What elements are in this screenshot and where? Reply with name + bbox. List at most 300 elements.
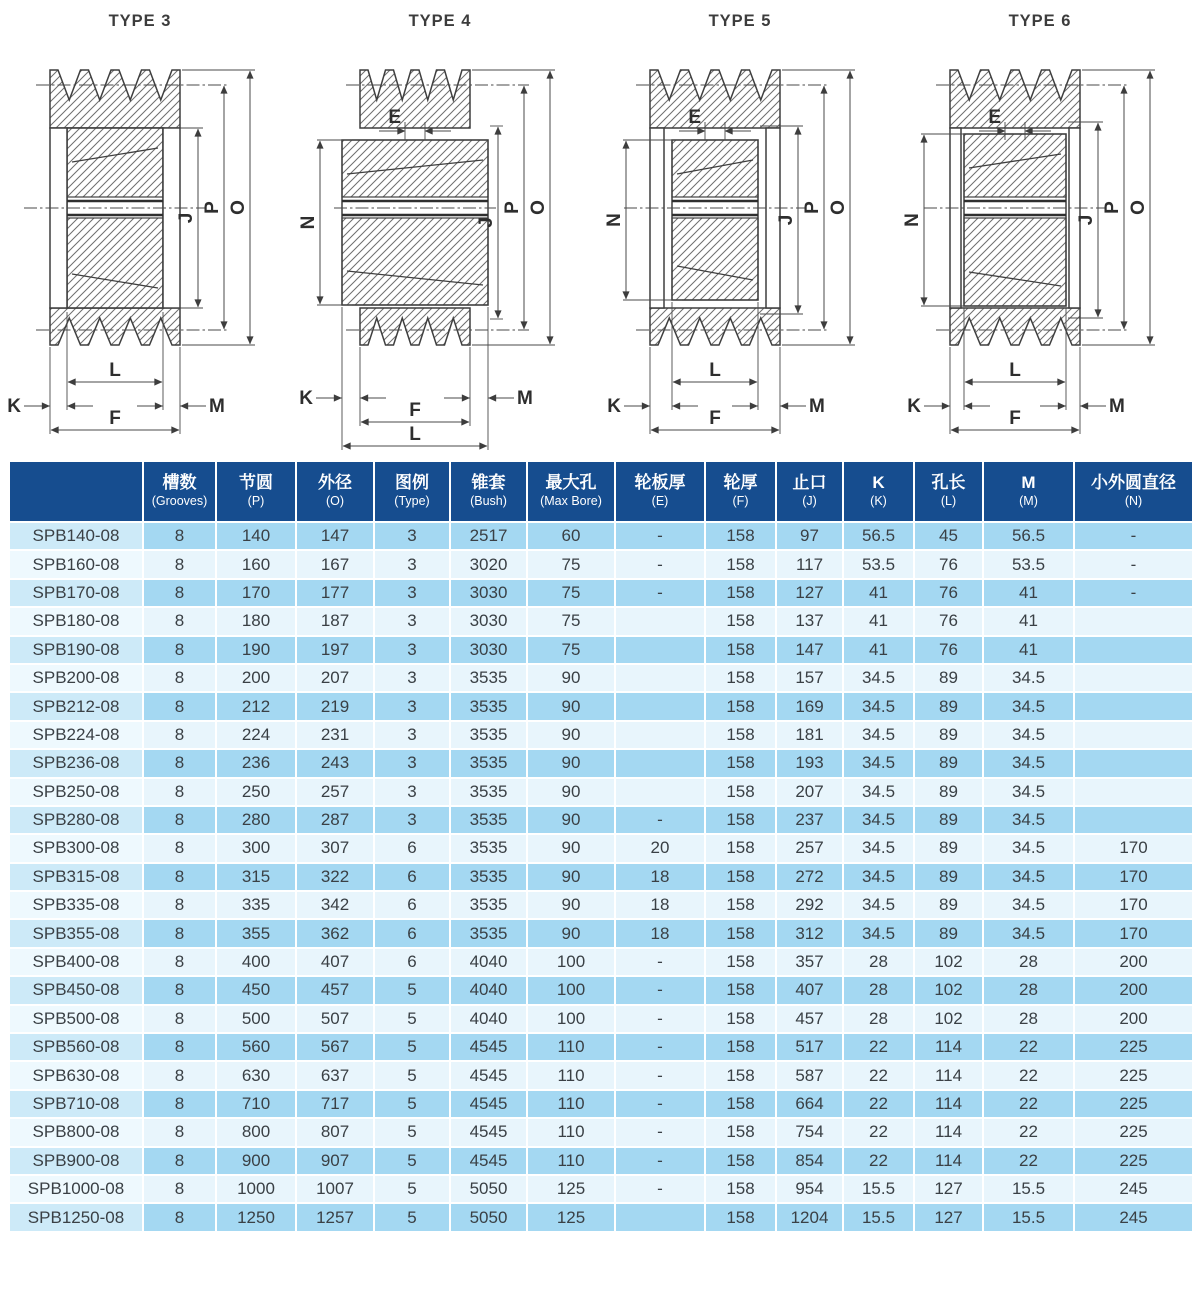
cell: 4545 — [450, 1118, 527, 1146]
cell: 28 — [843, 976, 914, 1004]
dim-label: P — [502, 201, 523, 214]
cell: 6 — [374, 948, 450, 976]
cell: 200 — [1074, 976, 1193, 1004]
diagram-panel-type-6 — [900, 0, 1200, 460]
cell — [615, 664, 705, 692]
cell: 8 — [143, 636, 216, 664]
table-header — [9, 461, 1193, 522]
cell: 147 — [776, 636, 843, 664]
header-label-cn: 最大孔 — [545, 473, 597, 492]
table-row — [9, 778, 1193, 806]
cell: 236 — [216, 749, 296, 777]
dim-label: K — [907, 396, 921, 417]
cell: 587 — [776, 1061, 843, 1089]
cell: 15.5 — [843, 1203, 914, 1231]
cell: 5 — [374, 1203, 450, 1231]
cell: 53.5 — [983, 550, 1074, 578]
dim-label: K — [607, 396, 621, 417]
table-row — [9, 1061, 1193, 1089]
cell — [1074, 749, 1193, 777]
cell: 3535 — [450, 863, 527, 891]
cell: 89 — [914, 749, 983, 777]
cell: 90 — [527, 778, 615, 806]
table-row — [9, 976, 1193, 1004]
dim-label: N — [604, 213, 625, 227]
cell: 854 — [776, 1147, 843, 1175]
cell: 457 — [776, 1005, 843, 1033]
cell: - — [615, 1061, 705, 1089]
cell: 3030 — [450, 579, 527, 607]
cell: 158 — [705, 778, 776, 806]
cell: 125 — [527, 1203, 615, 1231]
cell: 224 — [216, 721, 296, 749]
cell: 315 — [216, 863, 296, 891]
header-cell — [776, 461, 843, 522]
header-cell — [527, 461, 615, 522]
cell: 34.5 — [843, 692, 914, 720]
cell: 158 — [705, 1005, 776, 1033]
dim-label: E — [388, 107, 401, 128]
cell: 41 — [983, 636, 1074, 664]
cell: 97 — [776, 522, 843, 550]
table-row — [9, 863, 1193, 891]
cell: 450 — [216, 976, 296, 1004]
cell: 158 — [705, 550, 776, 578]
cell: 3535 — [450, 834, 527, 862]
table-row — [9, 749, 1193, 777]
cell: 8 — [143, 692, 216, 720]
cell: 187 — [296, 607, 374, 635]
cell: 158 — [705, 636, 776, 664]
cell: 3535 — [450, 721, 527, 749]
cell: 507 — [296, 1005, 374, 1033]
cell: 28 — [983, 1005, 1074, 1033]
cell: 6 — [374, 891, 450, 919]
header-label-cn: 节圆 — [239, 473, 273, 492]
cell: - — [1074, 550, 1193, 578]
header-cell — [983, 461, 1074, 522]
header-cell — [216, 461, 296, 522]
cell: 41 — [983, 607, 1074, 635]
cell: 90 — [527, 806, 615, 834]
bottom-groove-band — [50, 308, 180, 345]
cell: 250 — [216, 778, 296, 806]
cell: 170 — [216, 579, 296, 607]
cell: 89 — [914, 863, 983, 891]
cell: 18 — [615, 863, 705, 891]
cell: 5 — [374, 1118, 450, 1146]
cell: 8 — [143, 948, 216, 976]
cell: 28 — [843, 948, 914, 976]
header-label-cn: 孔长 — [931, 473, 966, 492]
diagram-title: TYPE 3 — [108, 12, 172, 30]
cell: 158 — [705, 1061, 776, 1089]
dim-label: M — [1109, 396, 1125, 417]
cell: 8 — [143, 522, 216, 550]
cell: 322 — [296, 863, 374, 891]
cell: 76 — [914, 636, 983, 664]
table-row — [9, 550, 1193, 578]
bottom-groove-band — [360, 308, 470, 345]
cell: - — [615, 1005, 705, 1033]
cell: 312 — [776, 919, 843, 947]
header-label-cn — [10, 473, 142, 493]
cell: 8 — [143, 749, 216, 777]
cell: 22 — [983, 1118, 1074, 1146]
cell: 114 — [914, 1147, 983, 1175]
dim-label: E — [688, 107, 701, 128]
cell: 5 — [374, 1147, 450, 1175]
cell: - — [615, 948, 705, 976]
top-groove-band — [650, 70, 780, 128]
header-label-en: (Bush) — [470, 494, 507, 508]
cell: 3535 — [450, 919, 527, 947]
cell: 407 — [776, 976, 843, 1004]
cell: 3 — [374, 778, 450, 806]
cell: 15.5 — [983, 1175, 1074, 1203]
pulley-spec-table — [8, 460, 1194, 1233]
cell: 3 — [374, 579, 450, 607]
cell: 8 — [143, 721, 216, 749]
dim-label: N — [902, 213, 923, 227]
cell-part-number: SPB560-08 — [9, 1033, 143, 1061]
cell: 357 — [776, 948, 843, 976]
cell: 56.5 — [983, 522, 1074, 550]
cell: 34.5 — [843, 806, 914, 834]
table-row — [9, 1118, 1193, 1146]
cell: 160 — [216, 550, 296, 578]
cell: 15.5 — [843, 1175, 914, 1203]
cell — [615, 636, 705, 664]
cell: - — [615, 550, 705, 578]
cell: 90 — [527, 664, 615, 692]
header-label-cn: 轮板厚 — [634, 473, 686, 492]
cell: 6 — [374, 919, 450, 947]
cell: 800 — [216, 1118, 296, 1146]
cell: 5 — [374, 1061, 450, 1089]
cell: 1257 — [296, 1203, 374, 1231]
diagram-title: TYPE 4 — [408, 12, 472, 30]
dim-label: K — [7, 396, 21, 417]
cell: 212 — [216, 692, 296, 720]
cell: 3020 — [450, 550, 527, 578]
cell: 5 — [374, 1175, 450, 1203]
dim-label: O — [228, 200, 249, 215]
cell: 225 — [1074, 1118, 1193, 1146]
cell: 158 — [705, 891, 776, 919]
cell: 8 — [143, 1033, 216, 1061]
header-row — [9, 461, 1193, 522]
cell: 110 — [527, 1033, 615, 1061]
cell: 34.5 — [983, 919, 1074, 947]
dim-label: L — [109, 360, 121, 381]
cell: 4545 — [450, 1090, 527, 1118]
cell: 3535 — [450, 692, 527, 720]
diagram-title: TYPE 6 — [1008, 12, 1072, 30]
cell-part-number: SPB300-08 — [9, 834, 143, 862]
dim-label: N — [300, 215, 319, 230]
cell-part-number: SPB180-08 — [9, 607, 143, 635]
cell: 158 — [705, 1090, 776, 1118]
dim-label: K — [300, 388, 313, 409]
dim-label: J — [1076, 214, 1097, 226]
cell: 22 — [843, 1033, 914, 1061]
table-row — [9, 664, 1193, 692]
cell: 158 — [705, 948, 776, 976]
cell: 114 — [914, 1090, 983, 1118]
header-label-en: (J) — [802, 494, 817, 508]
header-cell — [296, 461, 374, 522]
dim-label: P — [802, 201, 823, 214]
cell: 1007 — [296, 1175, 374, 1203]
cell-part-number: SPB140-08 — [9, 522, 143, 550]
cell: 257 — [776, 834, 843, 862]
cell: 34.5 — [983, 806, 1074, 834]
header-label-en: (Grooves) — [151, 494, 208, 508]
cell: 140 — [216, 522, 296, 550]
cell: 400 — [216, 948, 296, 976]
cell: 158 — [705, 1033, 776, 1061]
table-row — [9, 1203, 1193, 1231]
cell: 15.5 — [983, 1203, 1074, 1231]
top-groove-band — [360, 70, 470, 128]
cell-part-number: SPB630-08 — [9, 1061, 143, 1089]
cell — [615, 607, 705, 635]
cell: 75 — [527, 579, 615, 607]
cell: 754 — [776, 1118, 843, 1146]
cell-part-number: SPB800-08 — [9, 1118, 143, 1146]
cell: 89 — [914, 919, 983, 947]
dim-label: P — [202, 201, 223, 214]
cell: 34.5 — [843, 891, 914, 919]
dim-label: O — [828, 200, 849, 215]
cell: - — [615, 1118, 705, 1146]
header-label-en — [10, 494, 142, 509]
cell: 3 — [374, 607, 450, 635]
cell: 3 — [374, 806, 450, 834]
header-label-cn: 锥套 — [471, 473, 506, 492]
table-row — [9, 721, 1193, 749]
cell: 34.5 — [983, 863, 1074, 891]
cell: 8 — [143, 778, 216, 806]
cell: 22 — [983, 1033, 1074, 1061]
cell: - — [1074, 579, 1193, 607]
cell: 90 — [527, 721, 615, 749]
diagram-panel-type-5 — [600, 0, 900, 460]
cell: 3 — [374, 664, 450, 692]
header-label-cn: M — [1021, 473, 1036, 492]
dim-label: L — [409, 424, 421, 445]
cell: 170 — [1074, 834, 1193, 862]
cell: 3 — [374, 522, 450, 550]
cell: 664 — [776, 1090, 843, 1118]
cell: 567 — [296, 1033, 374, 1061]
header-cell-part-number — [9, 461, 143, 522]
table-row — [9, 948, 1193, 976]
cell: 287 — [296, 806, 374, 834]
cell: 18 — [615, 919, 705, 947]
cell: 158 — [705, 749, 776, 777]
cell: 4545 — [450, 1147, 527, 1175]
cell: 8 — [143, 1147, 216, 1175]
cell: 362 — [296, 919, 374, 947]
cell: 53.5 — [843, 550, 914, 578]
cell: 181 — [776, 721, 843, 749]
table-row — [9, 1033, 1193, 1061]
dim-label: J — [176, 212, 197, 224]
cell: 300 — [216, 834, 296, 862]
header-cell — [843, 461, 914, 522]
cell: 158 — [705, 976, 776, 1004]
table-row — [9, 806, 1193, 834]
cell: 110 — [527, 1118, 615, 1146]
cell: - — [615, 522, 705, 550]
header-label-cn: 小外圆直径 — [1091, 473, 1176, 492]
header-cell — [914, 461, 983, 522]
cell: 225 — [1074, 1061, 1193, 1089]
header-cell — [1074, 461, 1193, 522]
cell: 22 — [843, 1061, 914, 1089]
cell: 34.5 — [843, 863, 914, 891]
cell: 225 — [1074, 1033, 1193, 1061]
cell-part-number: SPB335-08 — [9, 891, 143, 919]
cell: 8 — [143, 863, 216, 891]
type-5-pulley-drawing — [600, 0, 900, 460]
cell: 1250 — [216, 1203, 296, 1231]
cell: 907 — [296, 1147, 374, 1175]
header-label-en: (F) — [732, 494, 749, 508]
cell: 114 — [914, 1033, 983, 1061]
header-label-en: (Type) — [394, 494, 430, 508]
cell: 8 — [143, 1090, 216, 1118]
cell: 8 — [143, 1118, 216, 1146]
cell: 56.5 — [843, 522, 914, 550]
header-cell — [143, 461, 216, 522]
cell: 900 — [216, 1147, 296, 1175]
cell: 102 — [914, 1005, 983, 1033]
dim-label: F — [409, 400, 421, 421]
top-groove-band — [950, 70, 1080, 128]
cell: 8 — [143, 919, 216, 947]
cell: 90 — [527, 692, 615, 720]
cell: 28 — [983, 948, 1074, 976]
cell: 8 — [143, 550, 216, 578]
cell-part-number: SPB400-08 — [9, 948, 143, 976]
cell: 28 — [983, 976, 1074, 1004]
cell: 170 — [1074, 891, 1193, 919]
cell: 158 — [705, 607, 776, 635]
cell: 457 — [296, 976, 374, 1004]
dim-label: M — [809, 396, 825, 417]
cell: 342 — [296, 891, 374, 919]
cell-part-number: SPB170-08 — [9, 579, 143, 607]
cell-part-number: SPB900-08 — [9, 1147, 143, 1175]
table-row — [9, 919, 1193, 947]
cell: - — [615, 579, 705, 607]
dim-label: L — [1009, 360, 1021, 381]
cell: - — [1074, 522, 1193, 550]
cell: 76 — [914, 550, 983, 578]
table-row — [9, 891, 1193, 919]
cell: 34.5 — [983, 664, 1074, 692]
cell: 3535 — [450, 749, 527, 777]
cell: - — [615, 1175, 705, 1203]
dim-label: M — [209, 396, 225, 417]
cell: 245 — [1074, 1175, 1193, 1203]
cell: 158 — [705, 522, 776, 550]
cell: 180 — [216, 607, 296, 635]
cell: 630 — [216, 1061, 296, 1089]
cell: 3 — [374, 550, 450, 578]
cell: 8 — [143, 607, 216, 635]
header-cell — [374, 461, 450, 522]
diagram-panel-type-4 — [300, 0, 600, 460]
table-row — [9, 1147, 1193, 1175]
header-cell — [615, 461, 705, 522]
cell: 34.5 — [983, 778, 1074, 806]
cell: 89 — [914, 721, 983, 749]
cell — [615, 721, 705, 749]
cell-part-number: SPB236-08 — [9, 749, 143, 777]
cell: 190 — [216, 636, 296, 664]
cell: 177 — [296, 579, 374, 607]
cell: 193 — [776, 749, 843, 777]
dim-label: E — [988, 107, 1001, 128]
diagram-title: TYPE 5 — [708, 12, 772, 30]
cell — [615, 1203, 705, 1231]
cell: 34.5 — [843, 778, 914, 806]
cell: 110 — [527, 1090, 615, 1118]
cell: 3535 — [450, 891, 527, 919]
cell: 4545 — [450, 1061, 527, 1089]
cell: 355 — [216, 919, 296, 947]
header-label-en: (N) — [1124, 494, 1143, 508]
header-label-cn: 外径 — [318, 473, 352, 492]
cell — [615, 778, 705, 806]
cell — [1074, 721, 1193, 749]
cell: 225 — [1074, 1147, 1193, 1175]
cell: 3030 — [450, 636, 527, 664]
cell: 158 — [705, 692, 776, 720]
cell: 197 — [296, 636, 374, 664]
cell-part-number: SPB200-08 — [9, 664, 143, 692]
cell: 127 — [914, 1175, 983, 1203]
cell: 8 — [143, 1175, 216, 1203]
dim-label: O — [1128, 200, 1149, 215]
cell: 127 — [776, 579, 843, 607]
cell: 22 — [983, 1147, 1074, 1175]
cell: 114 — [914, 1061, 983, 1089]
cell: 500 — [216, 1005, 296, 1033]
cell: 158 — [705, 1175, 776, 1203]
cell: 4545 — [450, 1033, 527, 1061]
header-label-cn: 图例 — [395, 473, 429, 492]
cell: 225 — [1074, 1090, 1193, 1118]
cell: 231 — [296, 721, 374, 749]
cell: 28 — [843, 1005, 914, 1033]
cell: 5 — [374, 1005, 450, 1033]
table-row — [9, 692, 1193, 720]
header-label-en: (O) — [325, 494, 345, 508]
table-row — [9, 579, 1193, 607]
cell: 89 — [914, 692, 983, 720]
cell: 34.5 — [843, 721, 914, 749]
cell: 90 — [527, 863, 615, 891]
header-label-cn: 槽数 — [162, 473, 197, 492]
cell: - — [615, 806, 705, 834]
header-label-en: (K) — [870, 494, 887, 508]
cell: 200 — [1074, 948, 1193, 976]
